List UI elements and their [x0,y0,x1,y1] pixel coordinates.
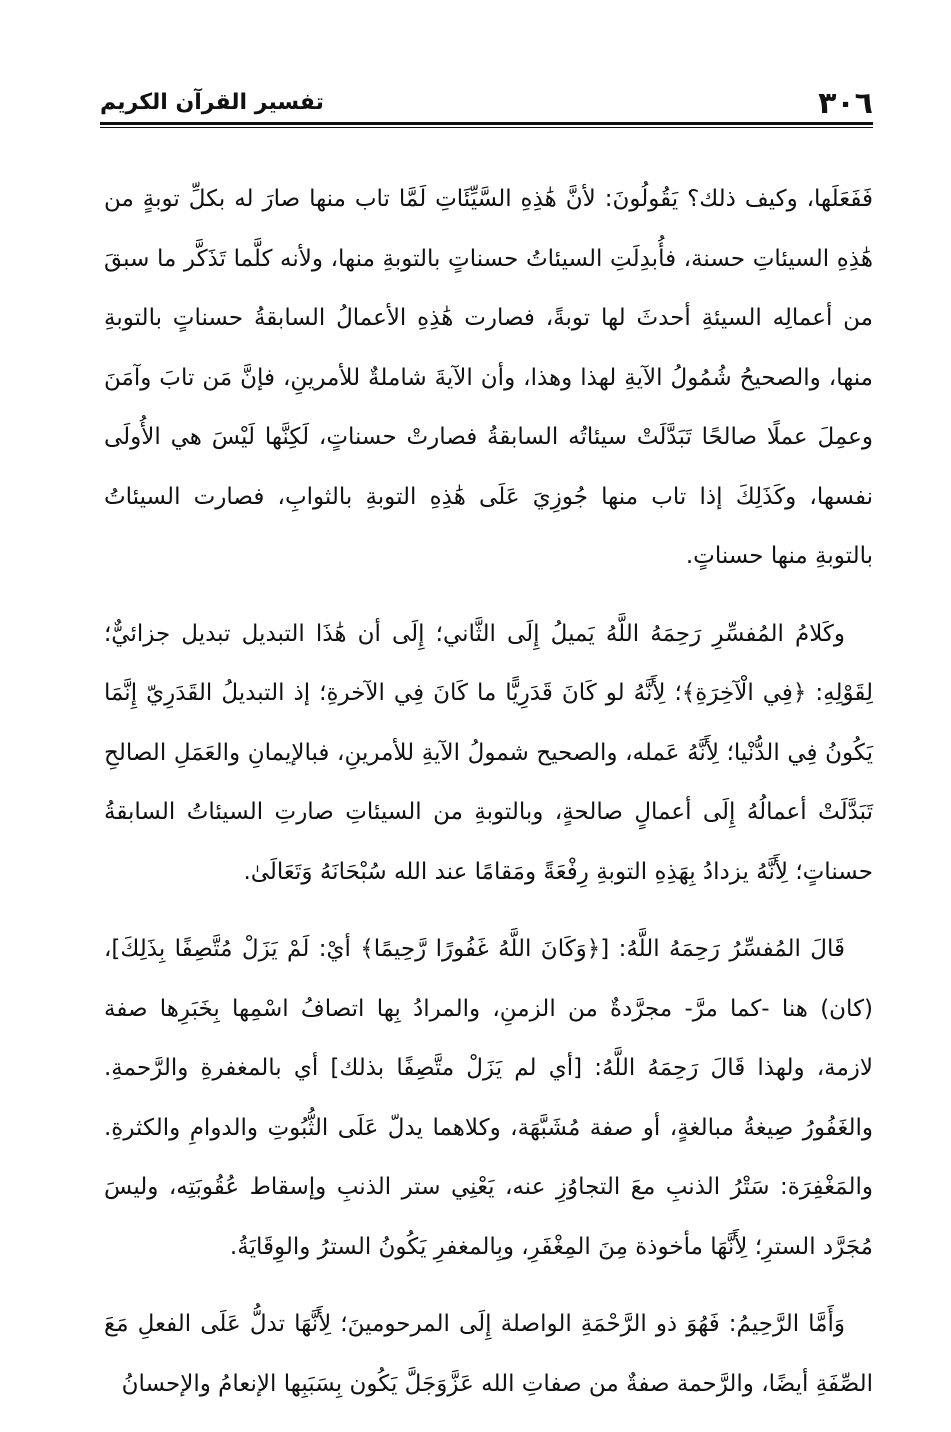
paragraph-4: وَأَمَّا الرَّحِيمُ: فَهُوَ ذو الرَّحْمَةِ الواصلة إِلَى المرحومينَ؛ لِأَنَّهَا تدلُّ عَلَى الفعلِ مَعَ الصِّفَةِ أيضًا، والرَّحمة صفةٌ من صفاتِ الله عَزَّوَجَلَّ يَكُون بِسَبَبِها الإنعامُ والإحسانُ [104,1311,873,1397]
paragraph-3: قَالَ المُفسِّرُ رَحِمَهُ اللَّهُ: [﴿وَكَانَ اللَّهُ غَفُورًا رَّحِيمًا﴾ أيْ: لَمْ يَزَلْ مُتَّصِفًا بِذَلِكَ]، (كان) هنا -كما مرَّ- مجرَّدةٌ من الزمنِ، والمرادُ بِها اتصافُ اسْمِها بِخَبَرِها صفة لازمة، ولهذا قَالَ رَحِمَهُ اللَّهُ: [أي لم يَزَلْ متَّصِفًا بذلك] أي بالمغفرةِ والرَّحمةِ. والغَفُورُ صِيغةُ مبالغةٍ، أو صفة مُشَبَّهَة، وكلاهما يدلّ عَلَى الثُّبُوتِ والدوامِ والكثرةِ. والمَغْفِرَة: سَتْرُ الذنبِ معَ التجاوُزِ عنه، يَعْنِي ستر الذنبِ وإسقاط عُقُوبَتِه، وليسَ مُجَرَّد السترِ؛ لِأَنَّهَا مأخوذة مِنَ المِغْفَرِ، وبِالمغفرِ يَكُونُ السترُ والوِقَايَةُ. [104,936,873,1260]
body-text [104,170,873,1432]
paragraph-2: وكَلامُ المُفسِّرِ رَحِمَهُ اللَّهُ يَميلُ إِلَى الثَّاني؛ إِلَى أن هَٰذَا التبديل تبديل جزائيٌّ؛ لِقَوْلِهِ: ﴿فِي الْآخِرَةِ﴾؛ لِأَنَّهُ لو كَانَ قَدَرِيًّا ما كَانَ فِي الآخرةِ؛ إذ التبديلُ القَدَرِيّ إِنَّمَا يَكُونُ فِي الدُّنْيا؛ لِأَنَّهُ عَمله، والصحيح شمولُ الآيةِ للأمرينِ، فبالإيمانِ والعَمَلِ الصالحِ تَبَدَّلَتْ أعمالُهُ إِلَى أعمالٍ صالحةٍ، وبالتوبةِ من السيئاتِ صارتِ السيئاتُ السابقةُ حسناتٍ؛ لِأَنَّهُ يزدادُ بِهَذِهِ التوبةِ رِفْعَةً ومَقامًا عند الله سُبْحَانَهُ وَتَعَالَىٰ. [104,620,873,885]
running-title: تفسير القرآن الكريم [100,90,324,115]
page-number: ٣٠٦ [818,86,873,121]
header-rule-thin [100,127,873,128]
header-rule-thick [100,122,873,125]
page-header [100,78,873,128]
paragraph-1: فَفَعَلَها، وكيف ذلك؟ يَقُولُونَ: لأنَّ هَٰذِهِ السَّيِّئَاتِ لَمَّا تاب منها صارَ له بكلِّ توبةٍ من هَٰذِهِ السيئاتِ حسنة، فأُبدِلَتِ السيئاتُ حسناتٍ بالتوبةِ منها، ولأنه كلَّما تَذَكَّر ما سبقَ من أعمالِه السيئةِ أحدثَ لها توبةً، فصارت هَٰذِهِ الأعمالُ السابقةُ حسناتٍ بالتوبةِ منها، والصحيحُ شُمُولُ الآيةِ لهذا وهذا، وأن الآيةَ شاملةٌ للأمرينِ، فإنَّ مَن تابَ وآمَنَ وعمِلَ عملًا صالحًا تَبَدَّلَتْ سيئاتُه السابقةُ فصارتْ حسناتٍ، لَكِنَّها لَيْسَ هي الأُولَى نفسها، وكَذَلِكَ إذا تاب منها جُوزِيَ عَلَى هَٰذِهِ التوبةِ بالثوابِ، فصارت السيئاتُ بالتوبةِ منها حسناتٍ. [104,186,873,569]
